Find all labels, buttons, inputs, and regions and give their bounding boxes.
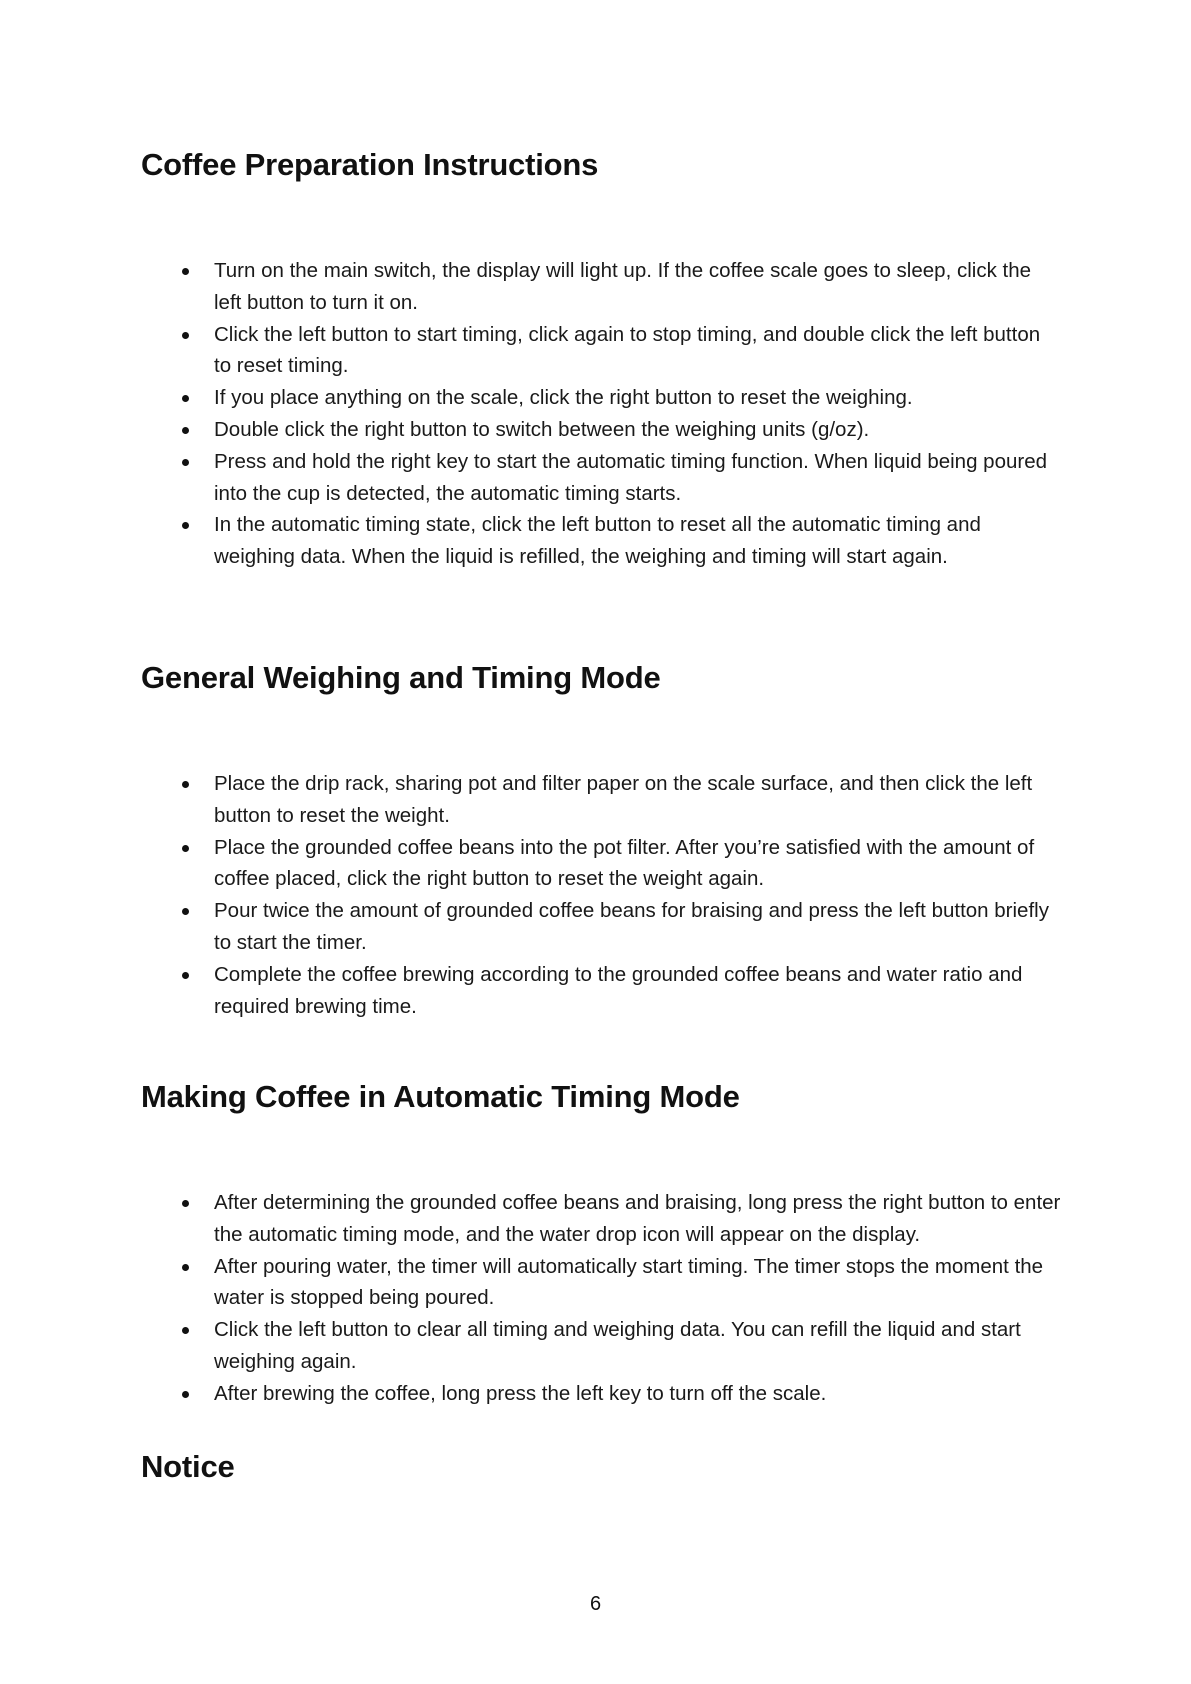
list-item xyxy=(141,319,1061,383)
list-item xyxy=(141,895,1061,959)
bullet-icon xyxy=(182,972,189,979)
section-heading: Notice xyxy=(141,1449,235,1484)
list-item xyxy=(141,509,1061,573)
list-item xyxy=(141,959,1061,1023)
bullet-icon xyxy=(182,268,189,275)
list-item-text: Click the left button to start timing, click again to stop timing, and double click the left button to reset timing. xyxy=(214,322,1041,378)
section-heading: Making Coffee in Automatic Timing Mode xyxy=(141,1079,740,1114)
list-item-text: Complete the coffee brewing according to the grounded coffee beans and water ratio and required brewing time. xyxy=(214,962,1023,1018)
bullet-icon xyxy=(182,1264,189,1271)
section-automatic-timing xyxy=(141,1077,1061,1410)
bullet-icon xyxy=(182,1200,189,1207)
list-item-text: Turn on the main switch, the display will light up. If the coffee scale goes to sleep, click the left button to turn it on. xyxy=(214,259,1032,314)
list-item-text: Double click the right button to switch between the weighing units (g/oz). xyxy=(214,417,870,441)
page-number: 6 xyxy=(589,1593,602,1615)
list-item xyxy=(141,1187,1061,1251)
list-item xyxy=(141,768,1061,832)
bullet-list xyxy=(141,255,1061,573)
list-item-text: Pour twice the amount of grounded coffee beans for braising and press the left button briefly to start the timer. xyxy=(214,899,1049,954)
list-item xyxy=(141,1378,1061,1410)
list-item-text: Place the grounded coffee beans into the pot filter. After you’re satisfied with the amount of coffee placed, click the right button to reset the weight again. xyxy=(214,835,1035,891)
list-item xyxy=(141,832,1061,896)
list-item-text: If you place anything on the scale, click the right button to reset the weighing. xyxy=(214,386,913,410)
bullet-icon xyxy=(182,332,189,339)
section-general-weighing xyxy=(141,658,1061,1022)
list-item xyxy=(141,1251,1061,1315)
list-item-text: After determining the grounded coffee beans and braising, long press the right button to enter the automatic timing mode, and the water drop icon will appear on the display. xyxy=(214,1191,1061,1246)
bullet-icon xyxy=(182,908,189,915)
bullet-icon xyxy=(182,459,189,466)
list-item-text: Place the drip rack, sharing pot and filter paper on the scale surface, and then click the left button to reset the weight. xyxy=(214,772,1033,827)
list-item-text: After brewing the coffee, long press the left key to turn off the scale. xyxy=(214,1381,827,1405)
list-item xyxy=(141,446,1061,510)
list-item-text: In the automatic timing state, click the left button to reset all the automatic timing and weighing data. When the liquid is refilled, the weighing and timing will start again. xyxy=(214,513,981,569)
list-item xyxy=(141,1314,1061,1378)
section-heading: Coffee Preparation Instructions xyxy=(141,147,599,182)
bullet-icon xyxy=(182,522,189,529)
list-item-text: After pouring water, the timer will automatically start timing. The timer stops the moment the water is stopped being poured. xyxy=(214,1254,1044,1310)
bullet-icon xyxy=(182,395,189,402)
list-item xyxy=(141,414,1061,446)
list-item xyxy=(141,382,1061,414)
section-notice xyxy=(141,1447,1061,1487)
bullet-list xyxy=(141,1187,1061,1410)
list-item-text: Click the left button to clear all timing and weighing data. You can refill the liquid and start weighing again. xyxy=(214,1318,1021,1373)
bullet-icon xyxy=(182,427,189,434)
bullet-icon xyxy=(182,845,189,852)
bullet-icon xyxy=(182,781,189,788)
bullet-icon xyxy=(182,1391,189,1398)
bullet-icon xyxy=(182,1327,189,1334)
section-heading: General Weighing and Timing Mode xyxy=(141,660,661,695)
list-item xyxy=(141,255,1061,319)
section-coffee-preparation xyxy=(141,145,1061,573)
list-item-text: Press and hold the right key to start the automatic timing function. When liquid being poured into the cup is detected, the automatic timing starts. xyxy=(214,449,1048,505)
bullet-list xyxy=(141,768,1061,1022)
